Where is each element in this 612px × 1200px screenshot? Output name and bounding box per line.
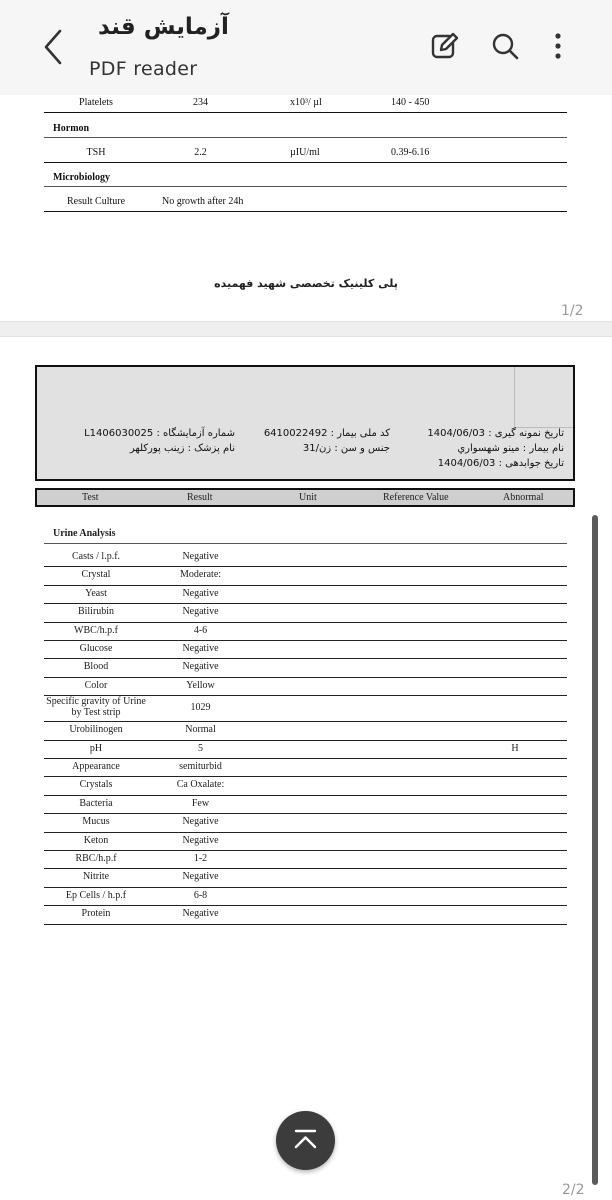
test-name: Yeast [85, 587, 107, 599]
test-name: Result Culture [66, 196, 126, 207]
test-result: Negative [182, 551, 219, 562]
app-subtitle: PDF reader [89, 58, 198, 80]
test-name: Specific gravity of Urine by Test strip [46, 696, 146, 719]
test-result: Negative [182, 871, 219, 883]
table-row [44, 850, 567, 869]
table-row [44, 147, 567, 161]
table-row [44, 695, 567, 722]
section-title: Urine Analysis [53, 528, 116, 539]
test-result: 5 [198, 742, 203, 754]
test-reference: 0.39-6.16 [391, 147, 430, 158]
app-bar [0, 0, 612, 95]
logo-placeholder [514, 367, 573, 428]
table-row [44, 832, 567, 851]
test-name: Nitrite [82, 871, 110, 883]
table-row [44, 97, 567, 111]
sex-age: جنس و سن : زن/31 [302, 443, 390, 454]
page-number: 2/2 [562, 1182, 585, 1198]
table-row [44, 548, 567, 567]
test-result: 6-8 [193, 889, 208, 901]
test-name: Appearance [72, 761, 120, 772]
column-header [35, 488, 575, 507]
table-row [44, 740, 567, 759]
test-name: Ep Cells / h.p.f [65, 889, 127, 901]
col-reference: Reference Value [383, 492, 449, 503]
back-arrow-icon[interactable] [36, 27, 72, 67]
test-result: 1-2 [193, 853, 208, 864]
section-title: Microbiology [53, 172, 111, 183]
col-test: Test [82, 492, 99, 503]
test-result: semiturbid [179, 761, 222, 772]
page-separator [0, 321, 612, 337]
table-row [44, 658, 567, 677]
test-name: Keton [83, 834, 109, 846]
test-result: Negative [182, 661, 219, 673]
section-title: Hormon [53, 123, 90, 134]
col-unit: Unit [299, 492, 317, 503]
table-row [44, 905, 567, 924]
test-name: Mucus [82, 816, 110, 828]
test-result: Negative [182, 587, 219, 599]
table-row [44, 566, 567, 585]
col-abnormal: Abnormal [503, 492, 544, 503]
doctor-name: نام پزشک : زینب پورکلهر [129, 443, 235, 454]
table-row [44, 585, 567, 604]
test-name: Color [84, 679, 108, 691]
test-name: Platelets [79, 97, 113, 108]
test-result: Yellow [186, 679, 215, 691]
answer-date: تاریخ جوابدهی : 1404/06/03 [437, 458, 564, 469]
test-name: Crystals [79, 779, 113, 791]
edit-icon[interactable] [429, 30, 461, 62]
test-name: RBC/h.p.f [75, 853, 117, 864]
test-result: 2.2 [194, 147, 207, 158]
test-name: Glucose [79, 643, 113, 654]
table-row [44, 721, 567, 740]
test-name: WBC/h.p.f [74, 624, 118, 636]
test-name: Protein [81, 908, 111, 920]
test-result: 234 [193, 97, 208, 108]
test-name: Bilirubin [77, 606, 115, 618]
more-vertical-icon[interactable] [542, 30, 574, 62]
abnormal-flag: H [511, 742, 519, 754]
test-unit: x10³/ µl [290, 97, 322, 108]
page-number: 1/2 [561, 303, 584, 319]
scrollbar[interactable] [592, 515, 598, 1185]
test-name: pH [89, 742, 103, 754]
test-result: 1029 [190, 702, 211, 714]
row-divider [44, 162, 567, 163]
table-row [44, 795, 567, 814]
test-name: Crystal [81, 569, 111, 581]
test-name: TSH [86, 147, 106, 158]
clinic-name: پلی کلینیک تخصصی شهید فهمیده [214, 277, 398, 290]
test-result: Normal [185, 724, 216, 736]
test-name: Casts / l.p.f. [71, 551, 121, 562]
test-result: Negative [182, 816, 219, 828]
test-result: No growth after 24h [162, 196, 244, 207]
test-name: Blood [83, 661, 109, 673]
document-title: آزمایش قند [98, 14, 229, 40]
sample-date: تاریخ نمونه گیری : 1404/06/03 [427, 428, 564, 439]
row-divider [44, 543, 567, 544]
row-divider [44, 112, 567, 113]
test-result: Ca Oxalate: [176, 779, 225, 791]
search-icon[interactable] [489, 30, 521, 62]
test-result: Negative [182, 908, 219, 920]
test-result: Negative [182, 643, 219, 654]
table-row [44, 813, 567, 832]
test-reference: 140 - 450 [391, 97, 430, 108]
table-row [44, 640, 567, 659]
col-result: Result [187, 492, 213, 503]
table-row [44, 758, 567, 777]
table-row [44, 887, 567, 906]
test-unit: µIU/ml [290, 147, 320, 158]
table-row [44, 677, 567, 696]
test-result: Few [191, 797, 210, 809]
test-name: Urobilinogen [69, 724, 123, 736]
table-row [44, 196, 567, 210]
table-row [44, 868, 567, 887]
lab-number: شماره آزمایشگاه : L1406030025 [84, 428, 235, 439]
row-divider [44, 211, 567, 212]
table-row [44, 603, 567, 622]
row-divider [44, 137, 567, 138]
patient-name: نام بیمار : مینو شهسواري [457, 443, 564, 454]
test-result: 4-6 [193, 624, 208, 636]
test-result: Negative [182, 834, 219, 846]
scroll-top-icon [276, 1111, 335, 1170]
test-result: Moderate: [179, 569, 222, 581]
row-divider [44, 186, 567, 187]
table-row [44, 622, 567, 641]
scroll-to-top-button[interactable] [276, 1111, 335, 1170]
national-code: کد ملی بیمار : 6410022492 [263, 428, 390, 439]
test-name: Bacteria [79, 797, 113, 809]
table-row [44, 776, 567, 795]
test-result: Negative [182, 606, 219, 618]
